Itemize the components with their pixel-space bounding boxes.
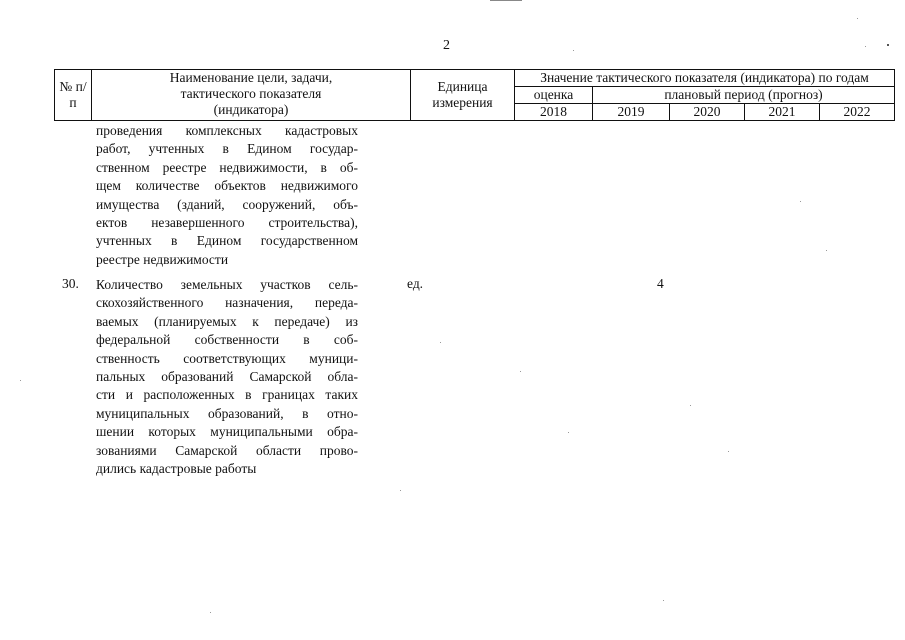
text-line: сти и расположенных в границах таких bbox=[96, 387, 358, 403]
text-line: дились кадастровые работы bbox=[96, 460, 257, 476]
continued-row-text bbox=[96, 122, 358, 269]
scan-speck bbox=[728, 451, 729, 452]
scan-speck bbox=[520, 371, 521, 372]
year-2021: 2021 bbox=[745, 104, 820, 121]
year-2018: 2018 bbox=[515, 104, 593, 121]
value-group-header: Значение тактического показателя (индикатора) по годам bbox=[515, 70, 895, 87]
scan-speck bbox=[865, 46, 866, 47]
year-2022: 2022 bbox=[820, 104, 895, 121]
planned-period-header: плановый период (прогноз) bbox=[593, 87, 895, 104]
text-line: шении которых муниципальными обра- bbox=[96, 424, 358, 440]
text-line: скохозяйственного назначения, переда- bbox=[96, 295, 358, 311]
scan-speck bbox=[210, 612, 211, 613]
name-column-line-1: Наименование цели, задачи, bbox=[169, 70, 333, 85]
row-30-text bbox=[96, 276, 358, 478]
name-column-line-2: тактического показателя bbox=[180, 86, 322, 101]
estimate-header: оценка bbox=[515, 87, 593, 104]
scan-speck bbox=[573, 50, 574, 51]
text-line: федеральной собственности в соб- bbox=[96, 332, 358, 348]
year-2020: 2020 bbox=[670, 104, 745, 121]
row-30-value-2020: 4 bbox=[657, 276, 664, 291]
scan-speck bbox=[568, 432, 569, 433]
num-column-header bbox=[55, 70, 92, 121]
unit-column-line-1: Единица bbox=[437, 79, 488, 94]
text-line: проведения комплексных кадастровых bbox=[96, 123, 358, 138]
text-line: реестре недвижимости bbox=[96, 251, 229, 267]
text-line: Количество земельных участков сель- bbox=[96, 277, 358, 292]
scan-speck bbox=[663, 600, 664, 601]
scan-speck bbox=[826, 250, 827, 251]
num-column-label: № п/п bbox=[59, 79, 87, 110]
name-column-line-3: (индикатора) bbox=[213, 102, 289, 117]
scan-mark bbox=[490, 0, 522, 1]
text-line: учтенных в Едином государственном bbox=[96, 233, 358, 249]
scan-speck bbox=[887, 44, 889, 46]
text-line: ственность соответствующих муници- bbox=[96, 350, 358, 366]
text-line: пальных образований Самарской обла- bbox=[96, 368, 358, 384]
scan-speck bbox=[400, 490, 401, 491]
text-line: щем количестве объектов недвижимого bbox=[96, 178, 358, 194]
scan-speck bbox=[857, 18, 858, 19]
unit-column-line-2: измерения bbox=[432, 95, 493, 110]
scan-speck bbox=[440, 342, 441, 343]
row-30-unit: ед. bbox=[407, 276, 424, 291]
text-line: имущества (зданий, сооружений, объ- bbox=[96, 196, 358, 212]
text-line: муниципальных образований, в отно- bbox=[96, 405, 358, 421]
scan-speck bbox=[800, 201, 801, 202]
text-line: ектов незавершенного строительства), bbox=[96, 214, 358, 230]
text-line: зованиями Самарской области прово- bbox=[96, 442, 358, 458]
scan-speck bbox=[690, 405, 691, 406]
text-line: ваемых (планируемых к передаче) из bbox=[96, 313, 358, 329]
text-line: работ, учтенных в Едином государ- bbox=[96, 141, 358, 157]
year-2019: 2019 bbox=[593, 104, 670, 121]
text-line: ственном реестре недвижимости, в об- bbox=[96, 159, 358, 175]
unit-column-header bbox=[411, 70, 515, 121]
page-number: 2 bbox=[443, 38, 450, 53]
name-column-header bbox=[92, 70, 411, 121]
indicator-table-header bbox=[54, 69, 895, 121]
scan-speck bbox=[20, 380, 21, 381]
row-30-number: 30. bbox=[62, 276, 79, 291]
